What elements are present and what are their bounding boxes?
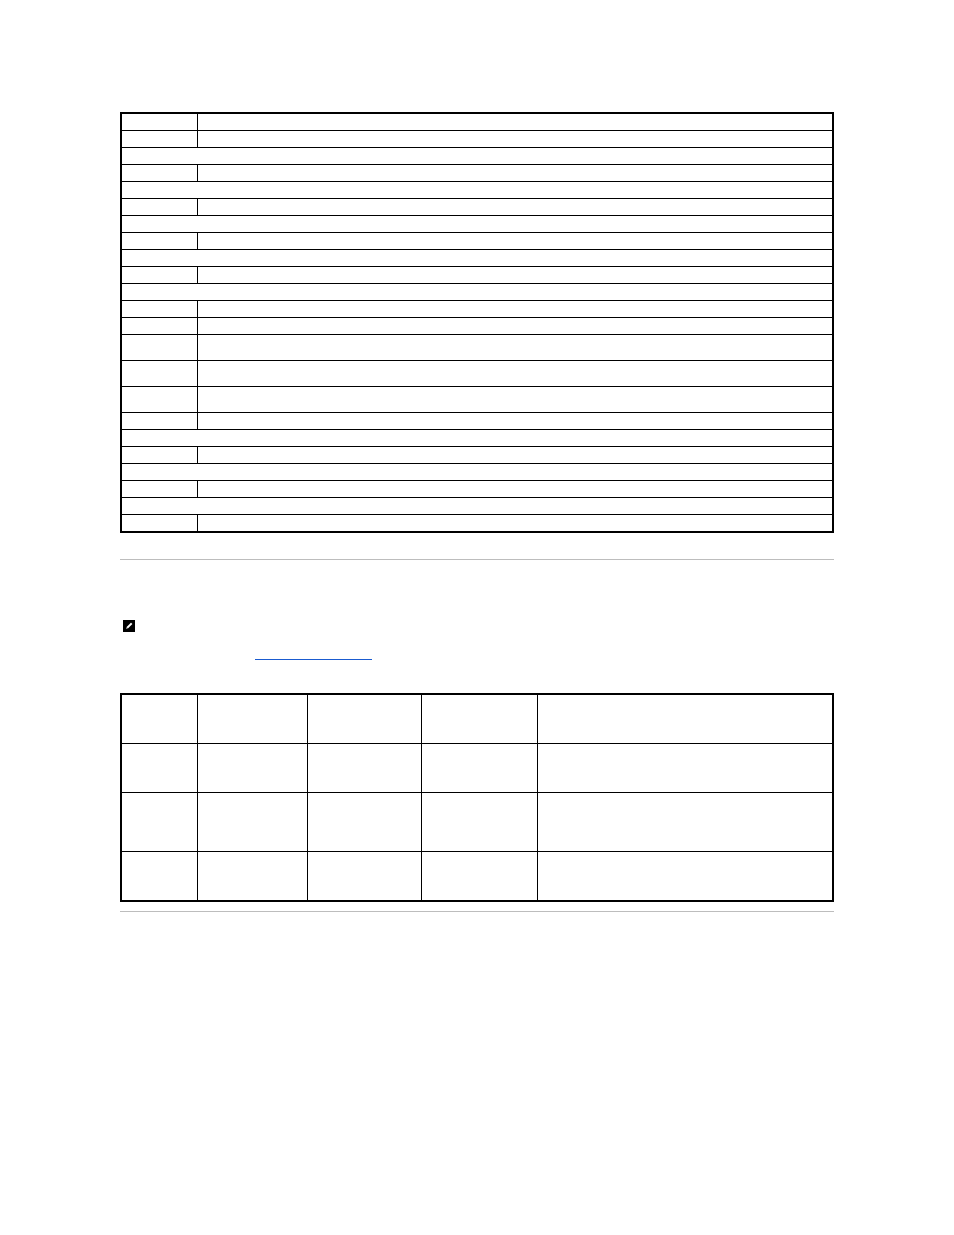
value-cell — [197, 165, 833, 182]
header-cell — [421, 694, 537, 744]
value-cell — [197, 515, 833, 533]
label-cell — [121, 413, 197, 430]
value-cell — [197, 267, 833, 284]
section-heading-cell — [121, 148, 833, 165]
table-row — [121, 387, 833, 413]
table-row — [121, 113, 833, 131]
header-cell — [307, 694, 421, 744]
data-cell — [121, 793, 197, 852]
label-cell — [121, 301, 197, 318]
section-heading-cell — [121, 284, 833, 301]
label-cell — [121, 131, 197, 148]
table-row — [121, 284, 833, 301]
table-row — [121, 498, 833, 515]
value-cell — [197, 301, 833, 318]
label-cell — [121, 515, 197, 533]
note-pencil-icon — [122, 619, 136, 633]
label-cell — [121, 335, 197, 361]
label-cell — [121, 361, 197, 387]
table-row — [121, 852, 833, 902]
section-heading-cell — [121, 250, 833, 267]
data-cell — [537, 744, 833, 793]
table-row — [121, 515, 833, 533]
comparison-table — [120, 693, 834, 902]
section-divider — [120, 911, 834, 912]
table-row — [121, 199, 833, 216]
section-heading-cell — [121, 216, 833, 233]
data-cell — [307, 793, 421, 852]
table-row — [121, 148, 833, 165]
table-row — [121, 182, 833, 199]
label-cell — [121, 233, 197, 250]
label-cell — [121, 447, 197, 464]
section-heading-cell — [121, 182, 833, 199]
value-cell — [197, 481, 833, 498]
table-row — [121, 744, 833, 793]
table-row — [121, 165, 833, 182]
data-cell — [307, 744, 421, 793]
data-cell — [421, 744, 537, 793]
label-cell — [121, 318, 197, 335]
table-row — [121, 413, 833, 430]
data-cell — [537, 852, 833, 902]
value-cell — [197, 233, 833, 250]
value-cell — [197, 113, 833, 131]
table-row — [121, 447, 833, 464]
header-row — [121, 694, 833, 744]
value-cell — [197, 318, 833, 335]
data-cell — [421, 793, 537, 852]
section-divider — [120, 559, 834, 560]
value-cell — [197, 387, 833, 413]
data-cell — [421, 852, 537, 902]
data-cell — [197, 744, 307, 793]
table-row — [121, 318, 833, 335]
value-cell — [197, 361, 833, 387]
section-heading-cell — [121, 498, 833, 515]
value-cell — [197, 413, 833, 430]
data-cell — [121, 744, 197, 793]
table-row — [121, 430, 833, 447]
label-cell — [121, 165, 197, 182]
table-row — [121, 793, 833, 852]
label-cell — [121, 199, 197, 216]
table-row — [121, 250, 833, 267]
table-row — [121, 267, 833, 284]
data-cell — [197, 852, 307, 902]
value-cell — [197, 447, 833, 464]
label-cell — [121, 481, 197, 498]
value-cell — [197, 131, 833, 148]
section-heading-cell — [121, 464, 833, 481]
data-cell — [307, 852, 421, 902]
header-cell — [537, 694, 833, 744]
table-row — [121, 131, 833, 148]
header-cell — [197, 694, 307, 744]
data-cell — [121, 852, 197, 902]
label-cell — [121, 387, 197, 413]
reference-link[interactable] — [255, 653, 372, 660]
spec-table — [120, 112, 834, 533]
value-cell — [197, 199, 833, 216]
table-row — [121, 464, 833, 481]
table-row — [121, 301, 833, 318]
table-row — [121, 233, 833, 250]
table-row — [121, 361, 833, 387]
data-cell — [197, 793, 307, 852]
header-cell — [121, 694, 197, 744]
table-row — [121, 335, 833, 361]
label-cell — [121, 113, 197, 131]
data-cell — [537, 793, 833, 852]
section-heading-cell — [121, 430, 833, 447]
table-row — [121, 481, 833, 498]
value-cell — [197, 335, 833, 361]
table-row — [121, 216, 833, 233]
label-cell — [121, 267, 197, 284]
